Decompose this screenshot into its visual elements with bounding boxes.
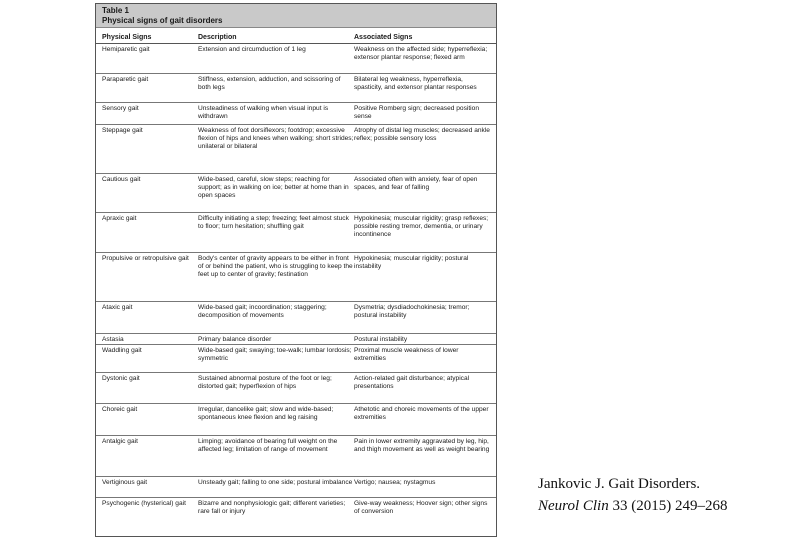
- row-associated: Associated often with anxiety, fear of open spaces, and fear of falling: [354, 176, 478, 191]
- table-row: [96, 436, 496, 477]
- row-associated: Give-way weakness; Hoover sign; other signs of conversion: [354, 500, 488, 515]
- column-headers: [96, 28, 496, 44]
- table-row: [96, 213, 496, 253]
- header-description: Description: [198, 34, 237, 41]
- row-sign: Sensory gait: [102, 105, 139, 112]
- table-row: [96, 44, 496, 74]
- row-description: Limping; avoidance of bearing full weight on the affected leg; limitation of range of movement: [198, 438, 338, 453]
- citation: [538, 473, 810, 517]
- row-associated: Vertigo; nausea; nystagmus: [354, 479, 436, 486]
- row-sign: Antalgic gait: [102, 438, 138, 445]
- table-row: [96, 498, 496, 529]
- citation-journal: Neurol Clin: [538, 498, 609, 514]
- row-description: Unsteady gait; falling to one side; postural imbalance: [198, 479, 353, 486]
- row-associated: Hypokinesia; muscular rigidity; grasp reflexes; possible resting tremor, dementia, or urinary incontinence: [354, 215, 489, 238]
- table-row: [96, 103, 496, 125]
- row-associated: Action-related gait disturbance; atypical presentations: [354, 375, 470, 390]
- citation-author-title: Jankovic J. Gait Disorders.: [538, 476, 701, 492]
- table-title: Physical signs of gait disorders: [102, 16, 223, 25]
- row-sign: Vertiginous gait: [102, 479, 148, 486]
- row-associated: Weakness on the affected side; hyperreflexia; extensor plantar response; flexed arm: [354, 46, 488, 61]
- row-sign: Steppage gait: [102, 127, 143, 134]
- row-sign: Dystonic gait: [102, 375, 140, 382]
- row-associated: Pain in lower extremity aggravated by leg, hip, and thigh movement as well as weight bearing: [354, 438, 490, 453]
- row-sign: Astasia: [102, 336, 124, 343]
- row-associated: Athetotic and choreic movements of the upper extremities: [354, 406, 489, 421]
- table-row: [96, 404, 496, 436]
- row-sign: Psychogenic (hysterical) gait: [102, 500, 186, 507]
- row-description: Bizarre and nonphysiologic gait; different varieties; rare fall or injury: [198, 500, 346, 515]
- row-associated: Positive Romberg sign; decreased position sense: [354, 105, 479, 120]
- row-sign: Cautious gait: [102, 176, 141, 183]
- citation-source: [538, 495, 810, 517]
- header-physical-signs: Physical Signs: [102, 34, 152, 41]
- row-associated: Hypokinesia; muscular rigidity; postural instability: [354, 255, 469, 270]
- table-row: [96, 345, 496, 373]
- row-sign: Choreic gait: [102, 406, 138, 413]
- row-sign: Hemiparetic gait: [102, 46, 150, 53]
- row-associated: Atrophy of distal leg muscles; decreased ankle reflex; possible sensory loss: [354, 127, 490, 142]
- table-row: [96, 477, 496, 498]
- row-description: Irregular, dancelike gait; slow and wide-based; spontaneous knee flexion and leg raising: [198, 406, 334, 421]
- row-description: Difficulty initiating a step; freezing; feet almost stuck to floor; turn hesitation; shuffling gait: [198, 215, 349, 230]
- row-sign: Propulsive or retropulsive gait: [102, 255, 189, 262]
- row-sign: Ataxic gait: [102, 304, 133, 311]
- row-associated: Postural instability: [354, 336, 408, 343]
- table-row: [96, 125, 496, 174]
- table-row: [96, 74, 496, 103]
- row-description: Primary balance disorder: [198, 336, 272, 343]
- row-description: Extension and circumduction of 1 leg: [198, 46, 306, 53]
- row-associated: Bilateral leg weakness, hyperreflexia, spasticity, and extensor plantar responses: [354, 76, 477, 91]
- row-description: Sustained abnormal posture of the foot or leg; distorted gait; hyperflexion of hips: [198, 375, 332, 390]
- row-description: Wide-based gait; incoordination; staggering; decomposition of movements: [198, 304, 327, 319]
- table-row: [96, 253, 496, 302]
- table-row: [96, 302, 496, 334]
- citation-details: 33 (2015) 249–268: [608, 498, 728, 514]
- row-description: Stiffness, extension, adduction, and scissoring of both legs: [198, 76, 341, 91]
- table-caption: [96, 4, 496, 28]
- row-associated: Proximal muscle weakness of lower extremities: [354, 347, 459, 362]
- row-description: Wide-based gait; swaying; toe-walk; lumbar lordosis; symmetric: [198, 347, 352, 362]
- table-label: Table 1: [102, 6, 129, 15]
- gait-disorders-table: [95, 3, 497, 537]
- row-description: Unsteadiness of walking when visual input is withdrawn: [198, 105, 329, 120]
- row-description: Weakness of foot dorsiflexors; footdrop; excessive flexion of hips and knees when walking; short strides; unilateral or bilateral: [198, 127, 354, 150]
- table-row: [96, 174, 496, 213]
- row-description: Body's center of gravity appears to be either in front of or behind the patient, who is struggling to keep the feet up to center of gravity; festination: [198, 255, 353, 278]
- row-sign: Apraxic gait: [102, 215, 137, 222]
- table-row: [96, 334, 496, 345]
- table-row: [96, 373, 496, 404]
- row-associated: Dysmetria; dysdiadochokinesia; tremor; postural instability: [354, 304, 470, 319]
- row-sign: Paraparetic gait: [102, 76, 149, 83]
- row-description: Wide-based, careful, slow steps; reaching for support; as in walking on ice; better at home than in open spaces: [198, 176, 349, 199]
- row-sign: Waddling gait: [102, 347, 142, 354]
- header-associated-signs: Associated Signs: [354, 34, 413, 41]
